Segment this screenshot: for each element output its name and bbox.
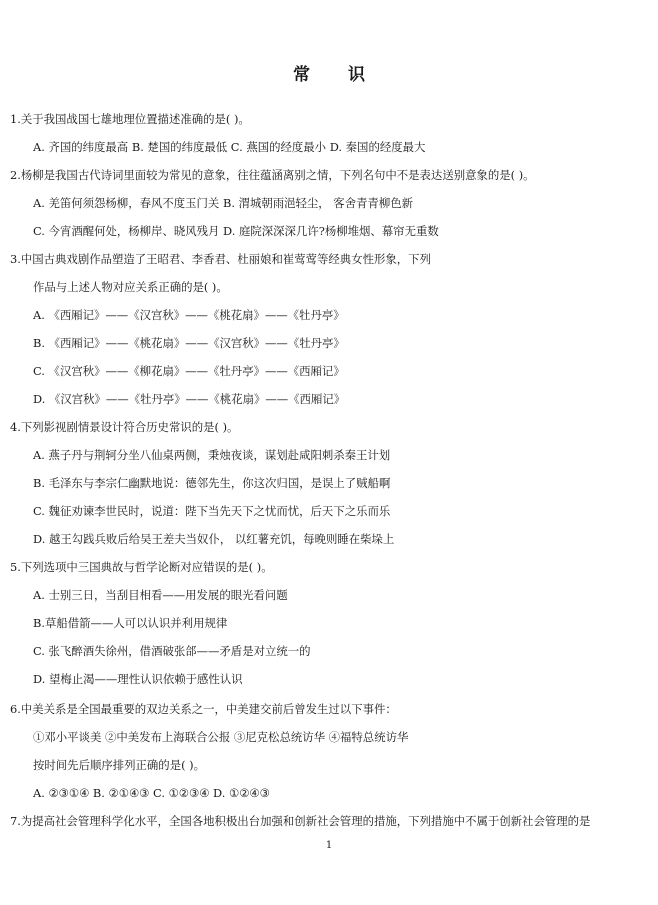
question-6-prompt: 按时间先后顺序排列正确的是( )。 <box>33 758 205 772</box>
page-number: 1 <box>325 840 333 851</box>
question-6-stem: 6.中美关系是全国最重要的双边关系之一，中美建交前后曾发生过以下事件： <box>10 702 397 716</box>
question-4-option-c: C. 魏征劝谏李世民时，说道：陛下当先天下之忧而忧，后天下之乐而乐 <box>33 504 391 518</box>
question-3-option-b: B. 《西厢记》——《桃花扇》——《汉宫秋》——《牡丹亭》 <box>33 336 345 350</box>
question-5-stem: 5.下列选项中三国典故与哲学论断对应错误的是( )。 <box>10 560 273 574</box>
question-6-options: A. ②③①④ B. ②①④③ C. ①②③④ D. ①②④③ <box>33 786 270 800</box>
question-4-stem: 4.下列影视剧情景设计符合历史常识的是( )。 <box>10 420 239 434</box>
question-4-option-a: A. 燕子丹与荆轲分坐八仙桌两侧，秉烛夜谈，谋划赴咸阳刺杀秦王计划 <box>33 448 391 462</box>
question-7-stem: 7.为提高社会管理科学化水平，全国各地积极出台加强和创新社会管理的措施，下列措施中不属于创新社会管理的是 <box>10 814 591 828</box>
question-1-options: A. 齐国的纬度最高 B. 楚国的纬度最低 C. 燕国的经度最小 D. 秦国的经度最大 <box>33 140 426 154</box>
question-3-option-a: A. 《西厢记》——《汉宫秋》——《桃花扇》——《牡丹亭》 <box>33 308 345 322</box>
question-5-option-c: C. 张飞醉酒失徐州，借酒破张郃——矛盾是对立统一的 <box>33 644 311 658</box>
question-3-option-c: C. 《汉宫秋》——《柳花扇》——《牡丹亭》——《西厢记》 <box>33 364 345 378</box>
question-2-stem: 2.杨柳是我国古代诗词里面较为常见的意象，往往蕴涵离别之情，下列名句中不是表达送别意象的是( )。 <box>10 168 535 182</box>
question-5-option-a: A. 士别三日，当刮目相看——用发展的眼光看问题 <box>33 588 288 602</box>
question-3-stem: 3.中国古典戏剧作品塑造了王昭君、李香君、杜丽娘和崔莺莺等经典女性形象，下列 <box>10 252 431 266</box>
question-1-stem: 1.关于我国战国七雄地理位置描述准确的是( )。 <box>10 112 250 126</box>
question-2-options-cd: C. 今宵酒醒何处，杨柳岸、晓风残月 D. 庭院深深深几许?杨柳堆烟、幕帘无重数 <box>33 224 439 238</box>
question-4-option-b: B. 毛泽东与李宗仁幽默地说：德邻先生，你这次归国，是误上了贼船啊 <box>33 476 391 490</box>
question-3-stem-continued: 作品与上述人物对应关系正确的是( )。 <box>33 280 228 294</box>
question-4-option-d: D. 越王勾践兵败后给吴王差夫当奴仆， 以红薯充饥，每晚则睡在柴垛上 <box>33 532 395 546</box>
question-3-option-d: D. 《汉宫秋》——《牡丹亭》——《桃花扇》——《西厢记》 <box>33 392 346 406</box>
page-title: 常 识 <box>293 65 381 85</box>
question-6-events: ①邓小平谈美 ②中美发布上海联合公报 ③尼克松总统访华 ④福特总统访华 <box>33 730 409 744</box>
question-5-option-b: B.草船借箭——人可以认识并利用规律 <box>33 616 228 630</box>
question-5-option-d: D. 望梅止渴——理性认识依赖于感性认识 <box>33 672 243 686</box>
question-2-options-ab: A. 羌笛何须怨杨柳，春风不度玉门关 B. 渭城朝雨浥轻尘， 客舍青青柳色新 <box>33 196 414 210</box>
